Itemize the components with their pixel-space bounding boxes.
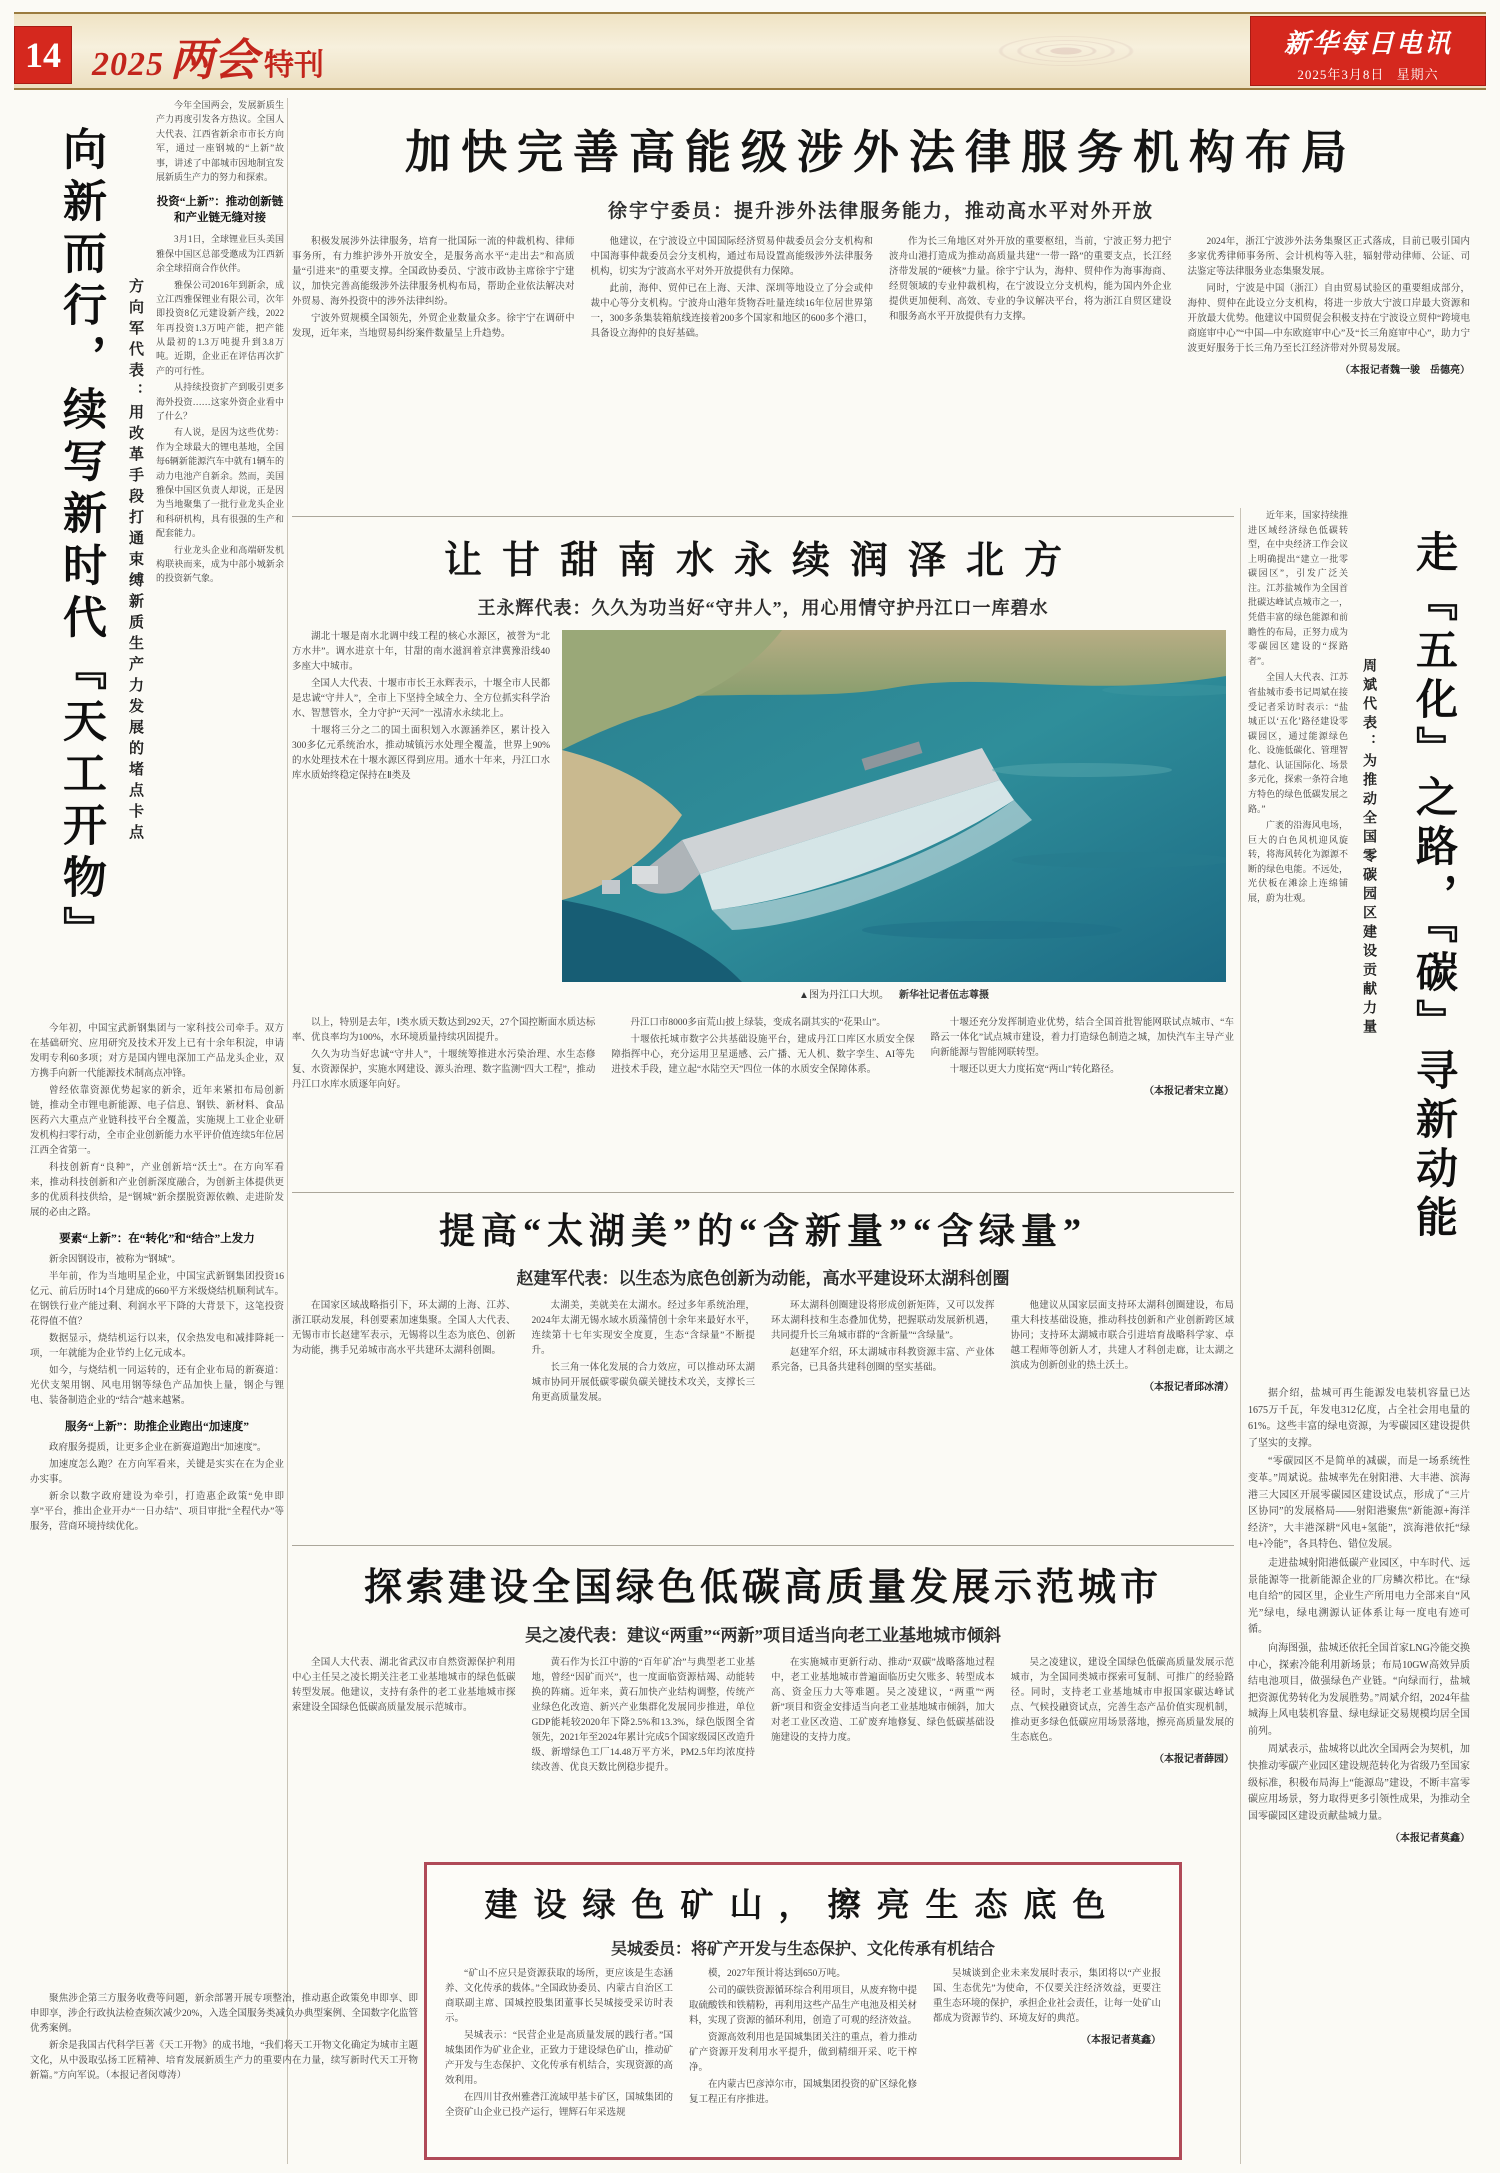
article-city: [292, 1556, 1234, 1888]
paragraph: 全国人大代表、湖北省武汉市自然资源保护利用中心主任吴之凌长期关注老工业基地城市的绿色低碳转型发展。他建议，支持有条件的老工业基地城市探索建设全国绿色低碳高质量发展示范城市。: [292, 1658, 516, 1713]
paragraph: 雅保公司2016年到新余，成立江西雅保锂业有限公司，次年即投资8亿元建设新产线，2022年再投资1.3万吨产能，把产能从最初的1.3万吨提升到3.8万吨。近期，企业正在评估再次扩产的可行性。: [156, 279, 284, 376]
paragraph: “零碳园区不是简单的减碳，而是一场系统性变革。”周斌说。盐城率先在射阳港、大丰港、滨海港三大园区开展零碳园区建设试点，形成了“三片区协同”的发展格局——射阳港聚焦“新能源+海洋经济”，大丰港深耕“风电+氢能”，滨海港依托“绿电+冷能”，各具特色、错位发展。: [1248, 1456, 1470, 1551]
article-taihu: [292, 1203, 1234, 1537]
paragraph: 广袤的沿海风电场，巨大的白色风机迎风旋转，将海风转化为源源不断的绿色电能。不远处，光伏板在滩涂上连绵铺展，蔚为壮观。: [1248, 820, 1348, 904]
paragraph: 有人说，是因为这些优势：作为全球最大的锂电基地，全国每6辆新能源汽车中就有1辆车的动力电池产自新余。然而，美国雅保中国区负责人却说，正是因为当地聚集了一批行业龙头企业和科研机构，具有很强的生产和配套能力。: [156, 427, 284, 539]
paragraph: 周斌表示，盐城将以此次全国两会为契机，加快推动零碳产业园区建设规范转化为省级乃至国家级标准，积极布局海上“能源岛”建设，不断丰富零碳应用场景，努力取得更多引领性成果，为推动全国零碳园区建设贡献盐城力量。: [1248, 1744, 1470, 1822]
caption-text: ▲图为丹江口大坝。: [799, 990, 889, 1001]
section-heading: 要素“上新”：在“转化”和“结合”上发力: [59, 1233, 255, 1245]
text-column: [1248, 508, 1348, 1380]
text-column: [889, 235, 1172, 503]
paragraph: 全国人大代表、十堰市市长王永辉表示，十堰全市人民都是忠诚“守井人”，全市上下坚持全域全力、全方位抓实科学治水、智慧管水，全力守护“天河”一泓清水永续北上。: [292, 679, 550, 719]
text-column: [689, 1967, 917, 2135]
paragraph: 在实施城市更新行动、推动“双碳”战略落地过程中，老工业基地城市普遍面临历史欠账多、转型成本高、资金压力大等难题。吴之凌建议，“两重”“两新”项目和资金安排适当向老工业基地城市倾斜，加大对老工业区改造、工矿废弃地修复、绿色低碳基础设施建设的支持力度。: [771, 1658, 995, 1743]
paragraph: 模，2027年预计将达到650万吨。: [708, 1969, 846, 1979]
decorative-swirl-icon: [936, 22, 1196, 80]
paragraph: 政府服务提质，让更多企业在新赛道跑出“加速度”。: [49, 1443, 267, 1453]
banner-suffix: 特刊: [264, 49, 324, 82]
text-column: [445, 1967, 673, 2135]
photo-block: [562, 630, 1226, 1008]
paragraph: 行业龙头企业和高端研发机构联袂而来，成为中部小城新余的投资新气象。: [156, 544, 284, 584]
paragraph: 此前，海仲、贸仲已在上海、天津、深圳等地设立了分会或仲裁中心等分支机构。宁波舟山港年货物吞吐量连续16年位居世界第一，300多条集装箱航线连接着200多个国家和地区的600多个港口，具备设立海仲的良好基础。: [590, 284, 873, 339]
paragraph: 3月1日，全球锂业巨头美国雅保中国区总部受邀成为江西新余全球招商合作伙伴。: [156, 234, 284, 274]
paragraph: 从持续投资扩产到吸引更多海外投资……这家外资企业看中了什么？: [156, 382, 284, 422]
paragraph: 半年前，作为当地明星企业，中国宝武新钢集团投资16亿元、前后历时14个月建成的660平方米级烧结机顺利试车。在钢铁行业产能过剩、利润水平下降的大背景下，这笔投资花得值不值？: [30, 1272, 284, 1327]
paragraph: 在内蒙古巴彦淖尔市，国城集团投资的矿区绿化修复工程正有序推进。: [689, 2080, 917, 2105]
paragraph: 今年全国两会，发展新质生产力再度引发各方热议。全国人大代表、江西省新余市市长方向军，通过一座钢城的“上新”故事，讲述了中部城市因地制宜发展新质生产力的努力和探索。: [156, 100, 284, 182]
paragraph: 十堰还以更大力度拓宽“两山”转化路径。: [949, 1065, 1120, 1075]
text-column: [532, 1299, 756, 1537]
paragraph: 据介绍，盐城可再生能源发电装机容量已达1675万千瓦，年发电312亿度，占全社会用电量的61%。这些丰富的绿电资源，为零碳园区建设提供了坚实的支撑。: [1248, 1388, 1470, 1449]
article-carbon-subhead: 周斌代表：为推动全国零碳园区建设贡献力量: [1361, 658, 1376, 1038]
article-mine-columns: [445, 1967, 1161, 2135]
article-mine-subhead: 吴城委员：将矿产开发与生态保护、文化传承有机结合: [610, 1941, 995, 1958]
article-city-subhead: 吴之凌代表：建议“两重”“两新”项目适当向老工业基地城市倾斜: [525, 1626, 1001, 1645]
dam-photo: [562, 630, 1226, 982]
paragraph: 新余以数字政府建设为牵引，打造惠企政策“免申即享”平台，推出企业开办“一日办结”、项目审批“全程代办”等服务，营商环境持续优化。: [30, 1492, 284, 1532]
paragraph: 环太湖科创圈建设将形成创新矩阵，又可以发挥环太湖科技和生态叠加优势，把握联动发展新机遇，共同提升长三角城市群的“含新量”“含绿量”。: [771, 1301, 995, 1341]
paragraph: 湖北十堰是南水北调中线工程的核心水源区，被誉为“北方水井”。调水进京十年，甘甜的南水滋润着京津冀豫沿线40多座大中城市。: [292, 632, 550, 672]
paragraph: 科技创新育“良种”，产业创新培“沃土”。在方向军看来，推动科技创新和产业创新深度融合，为创新主体提供更多的优质科技供给，是“钢城”新余摆脱资源依赖、走进阶发展的必由之路。: [30, 1163, 284, 1218]
text-column: [933, 1967, 1161, 2135]
text-column: [611, 1016, 914, 1184]
article-law-subhead: 徐宇宁委员：提升涉外法律服务能力，推动高水平对外开放: [607, 201, 1154, 222]
paragraph: 吴之凌建议，建设全国绿色低碳高质量发展示范城市，为全国同类城市探索可复制、可推广的经验路径。同时，支持老工业基地城市申报国家碳达峰试点、气候投融资试点，完善生态产品价值实现机制，推动更多绿色低碳应用场景落地，擦亮高质量发展的生态底色。: [1010, 1658, 1234, 1743]
paragraph: 太湖美，美就美在太湖水。经过多年系统治理，2024年太湖无锡水域水质藻情创十余年来最好水平，连续第十七年实现安全度夏，生态“含绿量”不断提升。: [531, 1301, 755, 1356]
paragraph: 如今，与烧结机一同运转的，还有企业布局的新赛道：光伏支架用钢、风电用钢等绿色产品加快上量，钢企与锂电、装备制造企业的“结合”越来越紧。: [30, 1366, 284, 1406]
paragraph: 近年来，国家持续推进区域经济绿色低碳转型，在中央经济工作会议上明确提出“建立一批零碳园区”，引发广泛关注。江苏盐城作为全国首批碳达峰试点城市之一，凭借丰富的绿色能源和前瞻性的布局，正努力成为零碳园区建设的“探路者”。: [1248, 510, 1348, 666]
paragraph: 向海图强，盐城还依托全国首家LNG冷能交换中心，探索冷能利用新场景；布局10GW高效异质结电池项目，做强绿色产业链。“向绿而行，盐城把资源优势转化为发展胜势。”周斌介绍，2024年盐城海上风电装机容量、绿电绿证交易规模均居全国前列。: [1248, 1642, 1470, 1737]
text-column: [1011, 1656, 1235, 1888]
masthead-title: 新华每日电讯: [1283, 29, 1452, 58]
text-column: [1188, 235, 1471, 503]
byline: （本报记者莫鑫）: [1081, 2035, 1161, 2046]
paragraph: 在四川甘孜州雅砻江流域甲基卡矿区，国城集团的全资矿山企业已投产运行，锂辉石年采选规: [445, 2093, 673, 2118]
article-water-headline: 让甘甜南水永续润泽北方: [443, 540, 1082, 582]
article-taihu-subhead: 赵建军代表：以生态为底色创新为动能，高水平建设环太湖科创圈: [516, 1269, 1010, 1288]
paragraph: 久久为功当好忠诚“守井人”，十堰统筹推进水污染治理、水生态修复、水资源保护，实施水网建设、源头治理、数字监测“四大工程”，推动丹江口水库水质逐年向好。: [292, 1050, 596, 1090]
date: 2025年3月8日: [1297, 67, 1385, 82]
paragraph: 聚焦涉企第三方服务收费等问题，新余部署开展专项整治，推动惠企政策免申即享、即申即享，涉企行政执法检查频次减少20%，入选全国服务类减负办典型案例、全国数字化监管优秀案例。: [30, 1994, 418, 2034]
article-tiangong: [30, 98, 284, 1990]
paragraph: “矿山不应只是资源获取的场所，更应该是生态涵养、文化传承的载体。”全国政协委员、内蒙古自治区工商联副主席、国城控股集团董事长吴城接受采访时表示。: [445, 1969, 673, 2024]
paragraph: 公司的碳铁资源循环综合利用项目，从废弃物中提取硫酸铁和铁精粉，再利用这些产品生产电池及相关材料，实现了资源的循环利用，创造了可观的经济效益。: [689, 1986, 917, 2026]
paragraph: 十堰依托城市数字公共基础设施平台，建成丹江口库区水质安全保障指挥中心，充分运用卫星遥感、云广播、无人机、数字孪生、AI等先进技术手段，建立起“水陆空天”四位一体的水质安全保障体系。: [611, 1035, 915, 1075]
article-taihu-headline: 提高“太湖美”的“含新量”“含绿量”: [438, 1211, 1087, 1251]
section-heading: 投资“上新”：推动创新链和产业链无缝对接: [156, 196, 284, 225]
text-column: [292, 235, 575, 503]
paragraph: 同时，宁波是中国（浙江）自由贸易试验区的重要组成部分，海仲、贸仲在此设立分支机构，将进一步放大宁波口岸最大资源和开放最大优势。他建议中国贸促会积极支持在宁波设立贸仲“跨境电商庭审中心”“中国—中东欧庭审中心”及“长三角庭审中心”，助力宁波更好服务于长三角乃至长江经济带对外贸易发展。: [1187, 284, 1470, 354]
paragraph: 走进盐城射阳港低碳产业园区，中车时代、远景能源等一批新能源企业的厂房鳞次栉比。在“绿电自给”的园区里，企业生产所用电力全部来自“风光”绿电，绿电溯源认证体系让每一度电有迹可循。: [1248, 1557, 1470, 1636]
paragraph: 黄石作为长江中游的“百年矿冶”与典型老工业基地，曾经“因矿而兴”，也一度面临资源枯竭、动能转换的阵痛。近年来，黄石加快产业结构调整，传统产业绿色化改造、新兴产业集群化发展同步推进，单位GDP能耗较2020年下降2.5%和13.3%，绿色版图全省领先，2021年至2024年累计完成5个国家级园区改造升级、新增绿色工厂14.48万平方米，PM2.5年均浓度持续改善、优良天数比例稳步提升。: [531, 1658, 755, 1773]
article-carbon-body: [1248, 1380, 1470, 2146]
byline: （本报记者莫鑫）: [1390, 1833, 1470, 1845]
text-column: [1011, 1299, 1235, 1537]
weekday: 星期六: [1396, 67, 1439, 82]
paragraph: 作为长三角地区对外开放的重要枢纽，当前，宁波正努力把宁波舟山港打造成为推动高质量共建“一带一路”的重要支点，长江经济带发展的“硬核”力量。徐宇宁认为，海仲、贸仲作为海事海商、经贸领域的专业仲裁机构，在宁波设立分支机构，能为国内外企业提供更加便利、高效、专业的争议解决平台，将为浙江自贸区建设和服务高水平开放提供有力支撑。: [889, 237, 1172, 322]
article-carbon-top: [1248, 508, 1470, 1380]
paragraph: 在国家区域战略指引下，环太湖的上海、江苏、浙江联动发展，科创要素加速集聚。全国人大代表、无锡市市长赵建军表示，无锡将以生态为底色、创新为动能，携手兄弟城市高水平共建环太湖科创圈。: [292, 1301, 516, 1356]
byline: （本报记者邱冰清）: [1144, 1382, 1234, 1393]
text-column: [292, 630, 550, 1008]
masthead-date: [1251, 64, 1485, 83]
text-column: [292, 1656, 516, 1888]
divider-horizontal: [292, 1192, 1234, 1193]
text-column: [532, 1656, 756, 1888]
article-tiangong-subhead: 方向军代表：用改革手段打通束缚新质生产力发展的堵点卡点: [127, 278, 143, 845]
paragraph: 曾经依靠资源优势起家的新余，近年来紧扣布局创新链，推动全市锂电新能源、电子信息、钢铁、新材料、食品医药六大重点产业链科技平台全覆盖，实施规上工业企业研发机构扫零行动，全市企业创新能力水平评价值连续5年位居江西全省第一。: [30, 1086, 284, 1156]
paragraph: 以上，特别是去年，Ⅰ类水质天数达到292天，27个国控断面水质达标率、优良率均为100%，水环境质量持续巩固提升。: [292, 1018, 596, 1043]
page-number: 14: [14, 26, 72, 84]
banner-title: 两会: [170, 36, 258, 85]
article-city-columns: [292, 1656, 1234, 1888]
article-mine-headline: 建设绿色矿山，擦亮生态底色: [484, 1888, 1122, 1924]
paragraph: 宁波外贸规模全国领先，外贸企业数量众多。徐宇宁在调研中发现，近年来，当地贸易纠纷案件数量呈上升趋势。: [292, 314, 575, 339]
article-carbon-headline: 走『五化』之路，『碳』寻新动能: [1410, 530, 1456, 1244]
paragraph: 十堰将三分之二的国土面积划入水源涵养区，累计投入300多亿元系统治水，推动城镇污水处理全覆盖，世界上90%的水处理技术在十堰水源区得到应用。通水十年来，丹江口水库水质始终稳定保持在Ⅱ类及: [292, 726, 550, 781]
text-column: [771, 1656, 995, 1888]
article-water-row: [292, 630, 1234, 1008]
divider-horizontal: [292, 516, 1234, 517]
text-column: [931, 1016, 1234, 1184]
byline: （本报记者魏一骏 岳德亮）: [1340, 365, 1470, 376]
article-water-columns: [292, 1016, 1234, 1184]
paragraph: 新余是我国古代科学巨著《天工开物》的成书地，“我们将天工开物文化确定为城市主题文化，从中汲取弘扬工匠精神、培育发展新质生产力的重要内在力量，续写新时代天工开物新篇。”方向军说。（本报记者闵尊涛）: [30, 2041, 418, 2081]
paragraph: 2024年，浙江宁波涉外法务集聚区正式落成，目前已吸引国内多家优秀律师事务所、会计机构等入驻，辐射带动律师、公证、司法鉴定等法律服务业态集聚发展。: [1187, 237, 1470, 277]
paragraph: 吴城表示：“民营企业是高质量发展的践行者。”国城集团作为矿业企业，正致力于建设绿色矿山，推动矿产开发与生态保护、文化传承有机结合，实现资源的高效利用。: [445, 2031, 673, 2086]
masthead-box: [1250, 16, 1486, 86]
edition-banner: [92, 24, 324, 88]
paragraph: 今年初，中国宝武新钢集团与一家科技公司牵手。双方在基础研究、应用研究及技术开发上已有十余年积淀，申请发明专利60多项；对方是国内锂电深加工产品龙头企业，双方携手向新一代能源技术制高点冲锋。: [30, 1024, 284, 1079]
article-law-columns: [292, 235, 1470, 503]
text-column: [591, 235, 874, 503]
text-column: [292, 1299, 516, 1537]
article-tiangong-headline: 向新而行，续写新时代『天工开物』: [56, 126, 105, 958]
article-tiangong-body: [30, 1016, 284, 1984]
paragraph: 积极发展涉外法律服务，培育一批国际一流的仲裁机构、律师事务所，有力维护涉外开放安全，是服务高水平“走出去”和高质量“引进来”的重要支撑。全国政协委员、宁波市政协主席徐宇宁建议，加快完善高能级涉外法律服务机构布局，帮助企业依法解决对外贸易、海外投资中的涉外法律纠纷。: [292, 237, 575, 307]
banner-year: 2025: [92, 46, 164, 83]
paragraph: 新余因钢设市，被称为“钢城”。: [49, 1255, 181, 1265]
paragraph: 丹江口市8000多亩荒山披上绿装，变成名副其实的“花果山”。: [630, 1018, 886, 1028]
caption-credit: 新华社记者伍志尊摄: [898, 990, 989, 1001]
main-area: [292, 98, 1470, 2166]
article-water-subhead: 王永辉代表：久久为功当好“守井人”，用心用情守护丹江口一库碧水: [477, 598, 1049, 618]
article-tiangong-intro-column: [150, 98, 284, 1016]
text-column: [771, 1299, 995, 1537]
divider-horizontal: [292, 1545, 1234, 1546]
paragraph: 加速度怎么跑？在方向军看来，关键是实实在在为企业办实事。: [30, 1460, 284, 1485]
article-tiangong-top: [30, 98, 284, 1016]
byline: （本报记者宋立崑）: [1143, 1086, 1234, 1097]
article-water: [292, 529, 1234, 1184]
text-column: [292, 1016, 595, 1184]
paragraph: 吴城谈到企业未来发展时表示，集团将以“产业报国、生态优先”为使命，不仅要关注经济效益，更要注重生态环境的保护，承担企业社会责任，让每一处矿山都成为资源节约、环境友好的典范。: [933, 1969, 1161, 2024]
article-law: [292, 116, 1470, 503]
dam-photo-art: [562, 630, 1226, 982]
section-heading: 服务“上新”：助推企业跑出“加速度”: [65, 1421, 249, 1433]
paragraph: 资源高效利用也是国城集团关注的重点，着力推动矿产资源开发利用水平提升，做到精细开采、吃干榨净。: [689, 2033, 917, 2073]
paragraph: 他建议，在宁波设立中国国际经济贸易仲裁委员会分支机构和中国海事仲裁委员会分支机构，通过布局设置高能级涉外法律服务机构，切实为宁波高水平对外开放提供有力保障。: [590, 237, 873, 277]
divider-left: [287, 98, 288, 2164]
paragraph: 赵建军介绍，环太湖城市科教资源丰富、产业体系完备，已具备共建科创圈的坚实基础。: [771, 1348, 995, 1373]
paragraph: 长三角一体化发展的合力效应，可以推动环太湖城市协同开展低碳零碳负碳关键技术攻关，支撑长三角更高质量发展。: [531, 1363, 755, 1403]
photo-caption: [562, 986, 1226, 1001]
article-taihu-columns: [292, 1299, 1234, 1537]
article-carbon: [1248, 508, 1470, 2166]
paragraph: 十堰还充分发挥制造业优势，结合全国首批智能网联试点城市、“车路云一体化”试点城市建设，着力打造绿色制造之城，加快汽车主导产业向新能源与智能网联转型。: [930, 1018, 1234, 1058]
paragraph: 他建议从国家层面支持环太湖科创圈建设，布局重大科技基础设施，推动科技创新和产业创新跨区域协同；支持环太湖城市联合引进培育战略科学家、卓越工程师等创新人才，共建人才科创走廊，让太湖之滨成为创新创业的热土沃土。: [1010, 1301, 1234, 1371]
article-law-headline: 加快完善高能级涉外法律服务机构布局: [405, 127, 1357, 178]
byline: （本报记者薛园）: [1154, 1754, 1234, 1765]
article-city-headline: 探索建设全国绿色低碳高质量发展示范城市: [363, 1567, 1162, 1609]
paragraph: 数据显示，烧结机运行以来，仅余热发电和减排降耗一项，一年就能为企业节约上亿元成本。: [30, 1334, 284, 1359]
paragraph: 全国人大代表、江苏省盐城市委书记周斌在接受记者采访时表示：“盐城正以‘五化’路径建设零碳园区，通过能源绿色化、设施低碳化、管理智慧化、认证国际化、场景多元化，探索一条符合地方特色的绿色低碳发展之路。”: [1248, 672, 1348, 814]
article-mine: [424, 1862, 1182, 2160]
